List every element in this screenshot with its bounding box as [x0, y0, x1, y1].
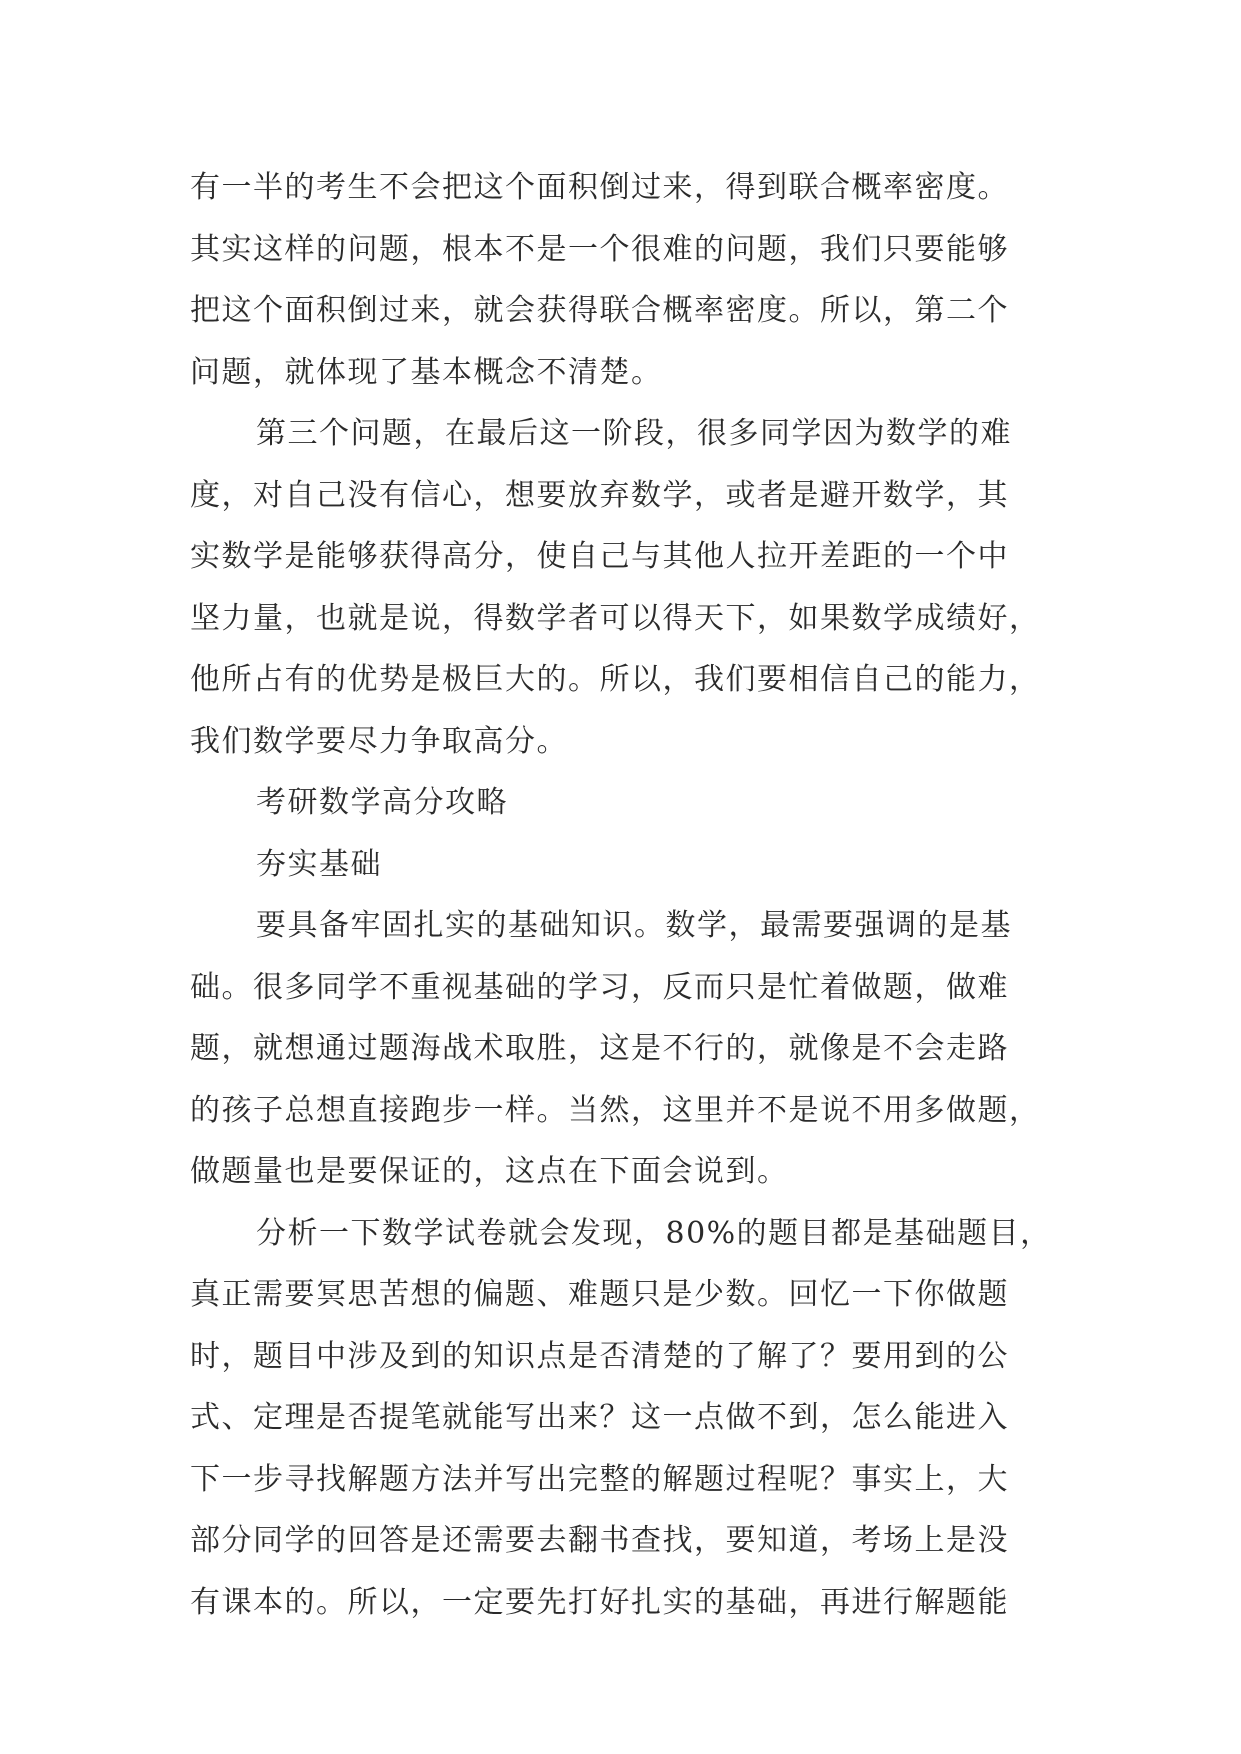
text-line: 我们数学要尽力争取高分。	[190, 723, 568, 759]
section-heading: 考研数学高分攻略	[256, 785, 508, 820]
paragraph-start-line: 分析一下数学试卷就会发现，80%的题目都是基础题目，	[256, 1215, 1052, 1251]
text-line: 题，就想通过题海战术取胜，这是不行的，就像是不会走路	[190, 1031, 1009, 1066]
text-line: 式、定理是否提笔就能写出来？这一点做不到，怎么能进入	[190, 1400, 1009, 1435]
text-line: 有课本的。所以，一定要先打好扎实的基础，再进行解题能	[190, 1584, 1009, 1620]
text-line: 时，题目中涉及到的知识点是否清楚的了解了？要用到的公	[190, 1338, 1009, 1374]
text-line: 础。很多同学不重视基础的学习，反而只是忙着做题，做难	[190, 969, 1009, 1005]
text-line: 有一半的考生不会把这个面积倒过来，得到联合概率密度。	[190, 170, 1009, 205]
text-line: 度，对自己没有信心，想要放弃数学，或者是避开数学，其	[190, 477, 1009, 513]
text-line: 下一步寻找解题方法并写出完整的解题过程呢？事实上，大	[190, 1461, 1009, 1497]
paragraph-start-line: 第三个问题，在最后这一阶段，很多同学因为数学的难	[256, 416, 1012, 451]
text-line: 的孩子总想直接跑步一样。当然，这里并不是说不用多做题，	[190, 1092, 1041, 1128]
text-line: 做题量也是要保证的，这点在下面会说到。	[190, 1154, 789, 1189]
text-line: 其实这样的问题，根本不是一个很难的问题，我们只要能够	[190, 231, 1009, 267]
body-text	[190, 157, 1050, 1633]
text-line: 他所占有的优势是极巨大的。所以，我们要相信自己的能力，	[190, 662, 1041, 697]
text-line: 把这个面积倒过来，就会获得联合概率密度。所以，第二个	[190, 293, 1009, 328]
text-line: 坚力量，也就是说，得数学者可以得天下，如果数学成绩好，	[190, 600, 1041, 636]
text-line: 问题，就体现了基本概念不清楚。	[190, 354, 663, 390]
text-line: 实数学是能够获得高分，使自己与其他人拉开差距的一个中	[190, 539, 1009, 574]
text-line: 真正需要冥思苦想的偏题、难题只是少数。回忆一下你做题	[190, 1277, 1009, 1312]
subsection-heading: 夯实基础	[256, 846, 382, 882]
paragraph-start-line: 要具备牢固扎实的基础知识。数学，最需要强调的是基	[256, 908, 1012, 943]
text-line: 部分同学的回答是还需要去翻书查找，要知道，考场上是没	[190, 1523, 1009, 1558]
